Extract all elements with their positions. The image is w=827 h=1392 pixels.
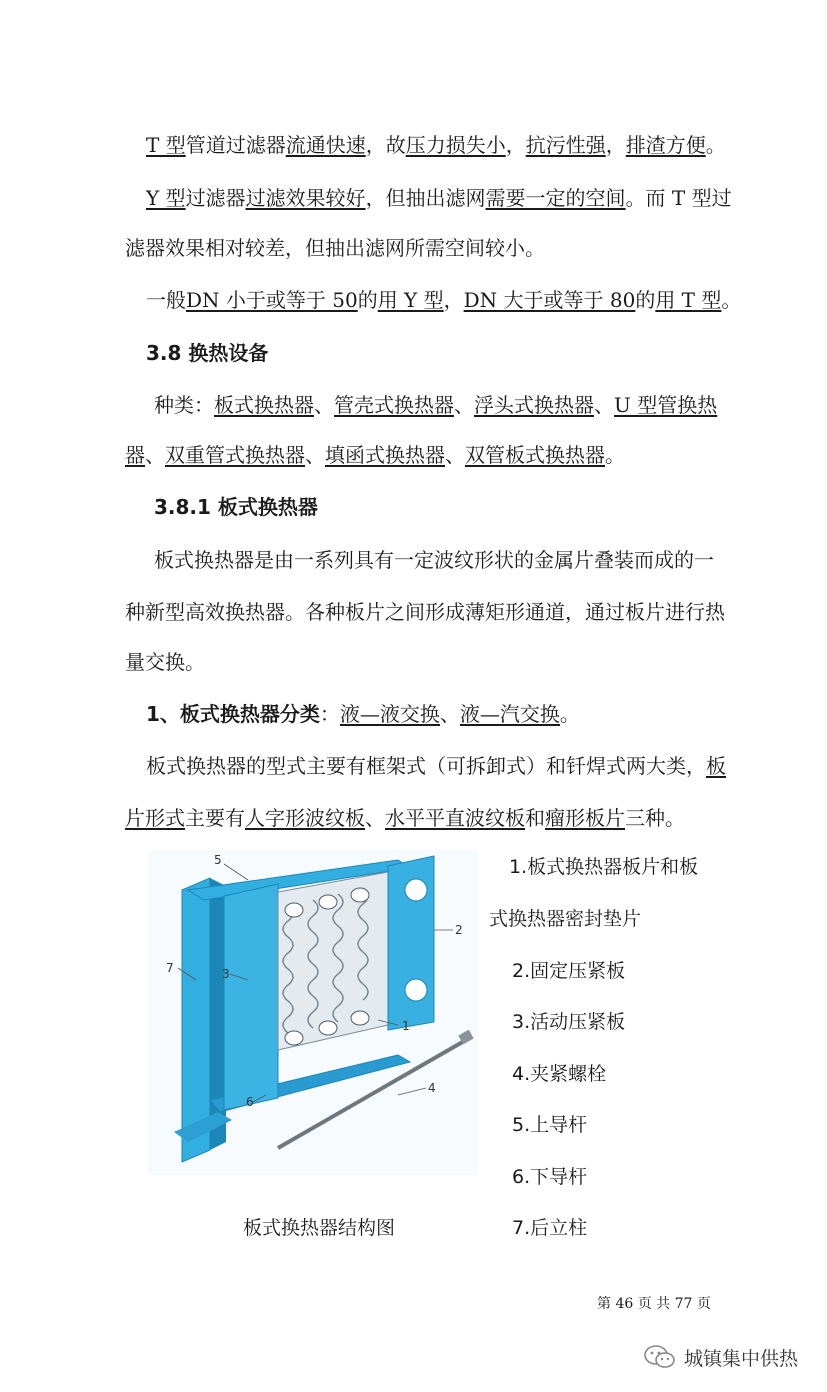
forms-line1: 板式换热器的型式主要有框架式（可拆卸式）和钎焊式两大类，板: [146, 754, 726, 778]
page-number: 第 46 页 共 77 页: [597, 1296, 711, 1312]
legend-item-2: 2.固定压紧板: [512, 960, 626, 982]
callout-3: 3: [222, 967, 230, 981]
figure-caption: 板式换热器结构图: [243, 1217, 396, 1239]
intro-line3: 量交换。: [125, 650, 205, 674]
types-line2: 器、双重管式换热器、填函式换热器、双管板式换热器。: [125, 443, 625, 467]
legend-item-5: 5.上导杆: [512, 1114, 588, 1136]
types-line1: 种类：板式换热器、管壳式换热器、浮头式换热器、U 型管换热: [154, 393, 718, 417]
callout-6: 6: [246, 1095, 254, 1109]
intro-line1: 板式换热器是由一系列具有一定波纹形状的金属片叠装而成的一: [154, 548, 714, 572]
callout-2: 2: [455, 923, 463, 937]
intro-line2: 种新型高效换热器。各种板片之间形成薄矩形通道，通过板片进行热: [125, 600, 725, 624]
callout-5: 5: [214, 853, 222, 867]
plate-stack: [278, 872, 388, 1050]
para-t-filter: T 型管道过滤器流通快速，故压力损失小，抗污性强，排渣方便。: [146, 133, 726, 157]
callout-4: 4: [428, 1081, 436, 1095]
movable-pressure-plate: [224, 884, 278, 1110]
callout-7: 7: [166, 961, 174, 975]
port-top: [405, 879, 427, 901]
section-heading-3-8-1: 3.8.1 板式换热器: [154, 495, 318, 519]
para-dn-rule: 一般DN 小于或等于 50的用 Y 型，DN 大于或等于 80的用 T 型。: [146, 288, 742, 312]
legend-item-1a: 1.板式换热器板片和板: [509, 856, 699, 878]
wechat-icon: [644, 1344, 676, 1370]
classification-line: 1、板式换热器分类：液—液交换、液—汽交换。: [146, 702, 580, 726]
legend-item-6: 6.下导杆: [512, 1166, 588, 1188]
legend-item-4: 4.夹紧螺栓: [512, 1063, 607, 1085]
watermark-text: 城镇集中供热: [684, 1347, 799, 1370]
port-bottom: [405, 979, 427, 1001]
plate-heat-exchanger-figure: [148, 850, 478, 1175]
watermark: [644, 1342, 814, 1372]
para-y-filter-line1: Y 型过滤器过滤效果较好，但抽出滤网需要一定的空间。而 T 型过: [146, 186, 732, 210]
legend-item-7: 7.后立柱: [512, 1217, 588, 1239]
section-heading-3-8: 3.8 换热设备: [146, 341, 269, 365]
para-y-filter-line2: 滤器效果相对较差，但抽出滤网所需空间较小。: [125, 236, 545, 260]
forms-line2: 片形式主要有人字形波纹板、水平平直波纹板和瘤形板片三种。: [125, 806, 685, 830]
tie-bolt: [278, 1040, 466, 1148]
plate-heat-exchanger-diagram: [148, 850, 478, 1175]
callout-1: 1: [402, 1019, 410, 1033]
legend-item-3: 3.活动压紧板: [512, 1011, 626, 1033]
legend-item-1b: 式换热器密封垫片: [489, 908, 642, 930]
